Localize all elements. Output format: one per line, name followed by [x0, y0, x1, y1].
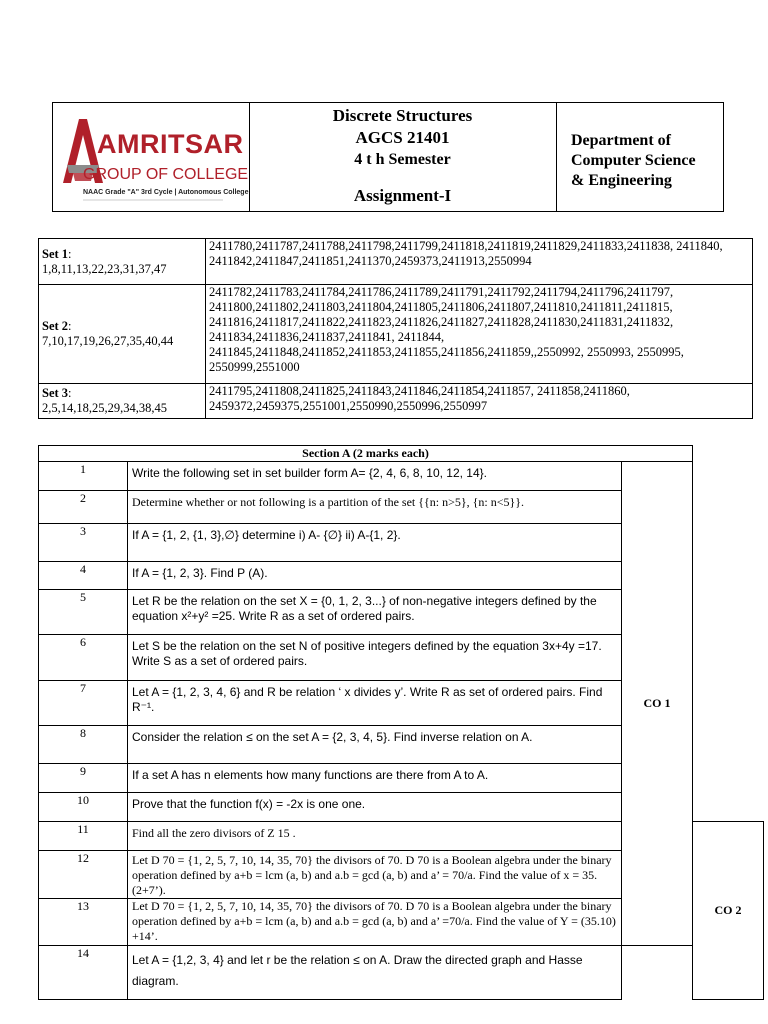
sets-table [38, 238, 753, 419]
department-line-2: Computer Science [571, 152, 696, 169]
set-label-cell: Set 1: 1,8,11,13,22,23,31,37,47 [39, 239, 206, 285]
question-text: Let D 70 = {1, 2, 5, 7, 10, 14, 35, 70} the divisors of 70. D 70 is a Boolean algebra under the binary operation defined by a+b = lcm (a, b) and a.b = gcd (a, b) and a’ = 70/a. Find the value of x = 35. (2+7’). [128, 851, 622, 899]
logo-tagline: NAAC Grade "A" 3rd Cycle | Autonomous College [83, 189, 249, 196]
department-line-1: Department of [571, 132, 671, 149]
semester: 4 t h Semester [354, 151, 451, 168]
section-header-row [39, 446, 764, 462]
question-number: 3 [39, 524, 128, 562]
set-label: Set 1 [42, 246, 69, 261]
question-text: Let D 70 = {1, 2, 5, 7, 10, 14, 35, 70} the divisors of 70. D 70 is a Boolean algebra under the binary operation defined by a+b = lcm (a, b) and a.b = gcd (a, b) and a’ =70/a. Find the value of Y = (35.10) +14’. [128, 899, 622, 946]
department-line-3: & Engineering [571, 172, 672, 189]
set-label-cell: Set 3: 2,5,14,18,25,29,34,38,45 [39, 384, 206, 419]
question-number: 13 [39, 899, 128, 946]
set-label: Set 3 [42, 386, 69, 400]
question-text: If A = {1, 2, {1, 3},∅} determine i) A- {∅} ii) A-{1, 2}. [128, 524, 622, 562]
question-number: 2 [39, 491, 128, 524]
logo-subtitle: GROUP OF COLLEGES [83, 166, 249, 183]
set-numbers: 7,10,17,19,26,27,35,40,44 [42, 334, 174, 348]
question-row [39, 946, 764, 1000]
course-cell [249, 103, 557, 211]
question-number: 8 [39, 726, 128, 764]
set-numbers: 1,8,11,13,22,23,31,37,47 [42, 261, 167, 276]
question-text: Let R be the relation on the set X = {0, 1, 2, 3...} of non-negative integers defined by the equation x²+y² =25. Write R as a set of ordered pairs. [128, 590, 622, 635]
question-number: 12 [39, 851, 128, 899]
set-numbers: 2,5,14,18,25,29,34,38,45 [42, 401, 167, 415]
question-number: 14 [39, 946, 128, 1000]
question-text: Determine whether or not following is a partition of the set {{n: n>5}, {n: n<5}}. [128, 491, 622, 524]
set-label-cell: Set 2: 7,10,17,19,26,27,35,40,44 [39, 285, 206, 384]
logo-name: AMRITSAR [97, 129, 244, 159]
question-number: 4 [39, 562, 128, 590]
course-code: AGCS 21401 [355, 128, 450, 147]
question-text: Consider the relation ≤ on the set A = {2, 3, 4, 5}. Find inverse relation on A. [128, 726, 622, 764]
college-logo [53, 103, 249, 211]
question-text: Find all the zero divisors of Z 15 . [128, 822, 622, 851]
set-label: Set 2 [42, 319, 69, 333]
department-cell [556, 103, 723, 211]
question-number: 1 [39, 462, 128, 491]
question-number: 7 [39, 681, 128, 726]
question-text: If A = {1, 2, 3}. Find P (A). [128, 562, 622, 590]
question-text: Write the following set in set builder form A= {2, 4, 6, 8, 10, 12, 14}. [128, 462, 622, 491]
course-title: Discrete Structures [332, 106, 473, 125]
logo-cell [53, 103, 250, 211]
set-rolls: 2411782,2411783,2411784,2411786,2411789,2411791,2411792,2411794,2411796,2411797, 2411800,2411802,2411803,2411804,2411805,2411806,2411807,2411810,2411811,2411815, 2411816,2411817,2411822,2411823,2411826,2411827,2411828,2411830,2411831,2411832, 2411834,2411836,2411837,2411841, 2411844, 2411845,2411848,2411852,2411853,2411855,2411856,2411859,,2550992, 2550993, 2550995, 2550999,2551000 [206, 285, 753, 384]
set-row [39, 285, 753, 384]
set-rolls: 2411795,2411808,2411825,2411843,2411846,2411854,2411857, 2411858,2411860, 2459372,2459375,2551001,2550990,2550996,2550997 [206, 384, 753, 419]
question-number: 5 [39, 590, 128, 635]
set-row [39, 384, 753, 419]
co2-label: CO 2 [693, 822, 764, 1000]
set-rolls: 2411780,2411787,2411788,2411798,2411799,2411818,2411819,2411829,2411833,2411838, 2411840, 2411842,2411847,2411851,2411370,2459373,2411913,2550994 [206, 239, 753, 285]
question-number: 11 [39, 822, 128, 851]
question-text: Prove that the function f(x) = -2x is one one. [128, 793, 622, 822]
question-number: 6 [39, 635, 128, 681]
question-number: 10 [39, 793, 128, 822]
question-number: 9 [39, 764, 128, 793]
question-text: Let S be the relation on the set N of positive integers defined by the equation 3x+4y =17. Write S as a set of ordered pairs. [128, 635, 622, 681]
co1-label: CO 1 [622, 462, 693, 946]
set-row [39, 239, 753, 285]
assignment-title: Assignment-I [353, 186, 452, 205]
question-text: If a set A has n elements how many functions are there from A to A. [128, 764, 622, 793]
question-text: Let A = {1, 2, 3, 4, 6} and R be relation ‘ x divides y’. Write R as set of ordered pairs. Find R⁻¹. [128, 681, 622, 726]
section-title: Section A (2 marks each) [39, 446, 693, 462]
section-a-table [38, 445, 764, 1000]
question-text: Let A = {1,2, 3, 4} and let r be the relation ≤ on A. Draw the directed graph and Hasse diagram. [128, 946, 622, 1000]
question-row [39, 462, 764, 491]
header-table [52, 102, 724, 212]
